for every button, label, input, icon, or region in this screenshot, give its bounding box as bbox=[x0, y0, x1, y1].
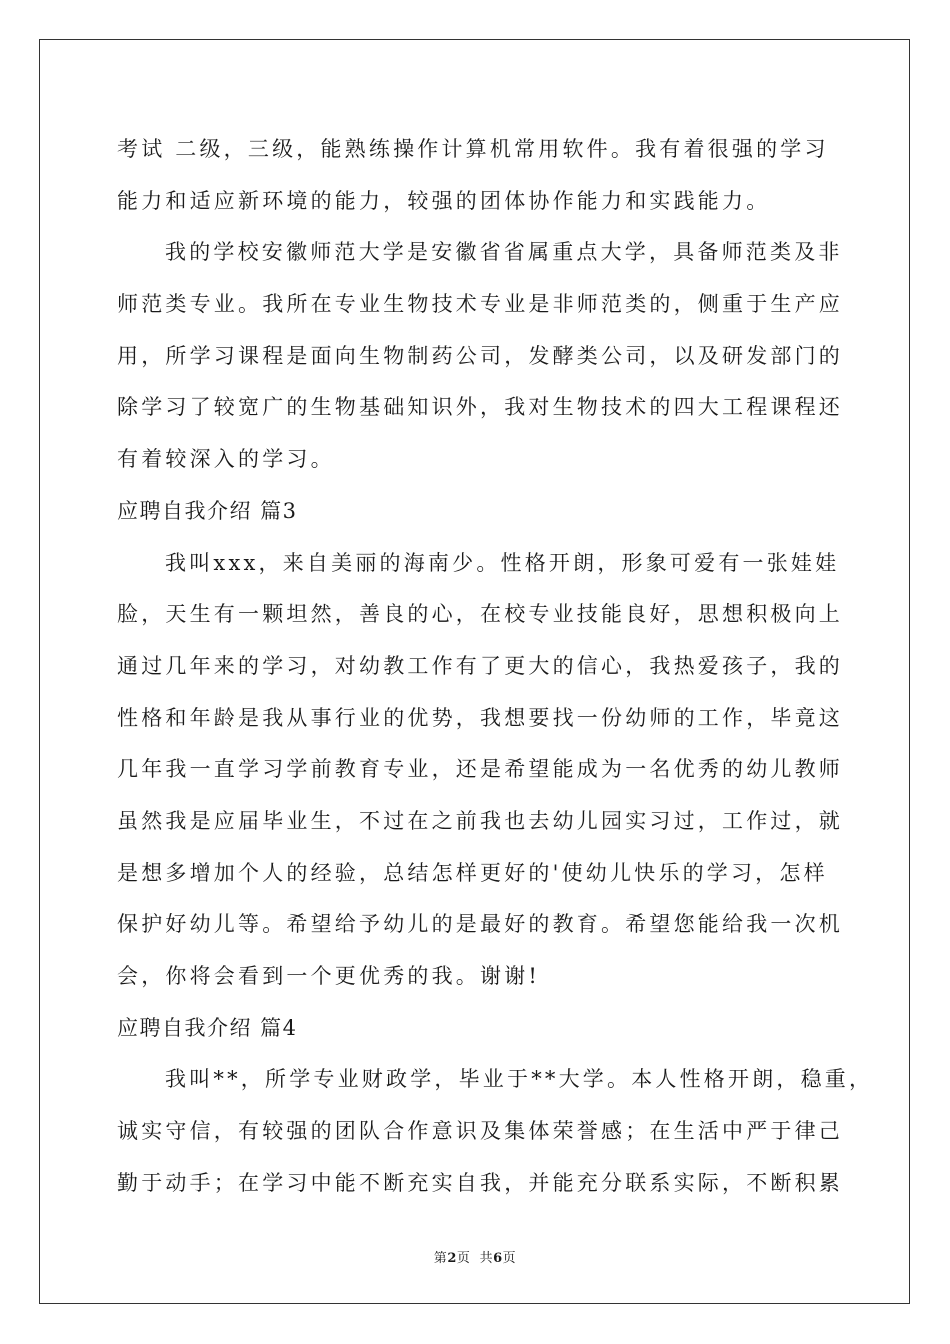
paragraph-line: 师范类专业。我所在专业生物技术专业是非师范类的，侧重于生产应 bbox=[117, 292, 843, 317]
paragraph-line: 考试 二级，三级，能熟练操作计算机常用软件。我有着很强的学习 bbox=[117, 137, 829, 161]
paragraph-line: 是想多增加个人的经验，总结怎样更好的'使幼儿快乐的学习，怎样 bbox=[117, 860, 828, 885]
paragraph-line: 勤于动手；在学习中能不断充实自我，并能充分联系实际，不断积累 bbox=[117, 1170, 843, 1195]
paragraph-line: 有着较深入的学习。 bbox=[117, 447, 335, 472]
footer-page-mid: 页 共 bbox=[456, 1251, 494, 1266]
paragraph-line: 通过几年来的学习，对幼教工作有了更大的信心，我热爱孩子，我的 bbox=[117, 653, 843, 678]
paragraph-line: 能力和适应新环境的能力，较强的团体协作能力和实践能力。 bbox=[117, 188, 771, 213]
paragraph-line: 诚实守信，有较强的团队合作意识及集体荣誉感；在生活中严于律己 bbox=[117, 1119, 843, 1144]
paragraph-line: 脸，天生有一颗坦然，善良的心，在校专业技能良好，思想积极向上 bbox=[117, 602, 843, 627]
footer-page-suffix: 页 bbox=[502, 1251, 517, 1266]
paragraph-line: 除学习了较宽广的生物基础知识外，我对生物技术的四大工程课程还 bbox=[117, 395, 843, 420]
paragraph-line: 虽然我是应届毕业生，不过在之前我也去幼儿园实习过，工作过，就 bbox=[117, 808, 843, 833]
paragraph-line: 几年我一直学习学前教育专业，还是希望能成为一名优秀的幼儿教师 bbox=[117, 757, 843, 782]
paragraph-line: 保护好幼儿等。希望给予幼儿的是最好的教育。希望您能给我一次机 bbox=[117, 912, 843, 937]
paragraph-line: 会，你将会看到一个更优秀的我。谢谢! bbox=[117, 964, 541, 988]
section-heading: 应聘自我介绍 篇3 bbox=[117, 498, 298, 523]
document-body bbox=[117, 124, 874, 1209]
section-heading: 应聘自我介绍 篇4 bbox=[117, 1015, 298, 1040]
footer-page-prefix: 第 bbox=[433, 1251, 448, 1266]
paragraph-line: 我的学校安徽师范大学是安徽省省属重点大学，具备师范类及非 bbox=[165, 240, 843, 265]
footer-page-current: 2 bbox=[447, 1251, 457, 1266]
page-footer bbox=[0, 1247, 950, 1266]
paragraph-line: 性格和年龄是我从事行业的优势，我想要找一份幼师的工作，毕竟这 bbox=[117, 705, 843, 730]
paragraph-line: 用，所学习课程是面向生物制药公司，发酵类公司，以及研发部门的 bbox=[117, 343, 843, 368]
paragraph-line: 我叫xxx，来自美丽的海南少。性格开朗，形象可爱有一张娃娃 bbox=[165, 550, 840, 575]
footer-page-total: 6 bbox=[493, 1251, 503, 1266]
paragraph-line: 我叫**，所学专业财政学，毕业于**大学。本人性格开朗，稳重， bbox=[165, 1067, 874, 1092]
